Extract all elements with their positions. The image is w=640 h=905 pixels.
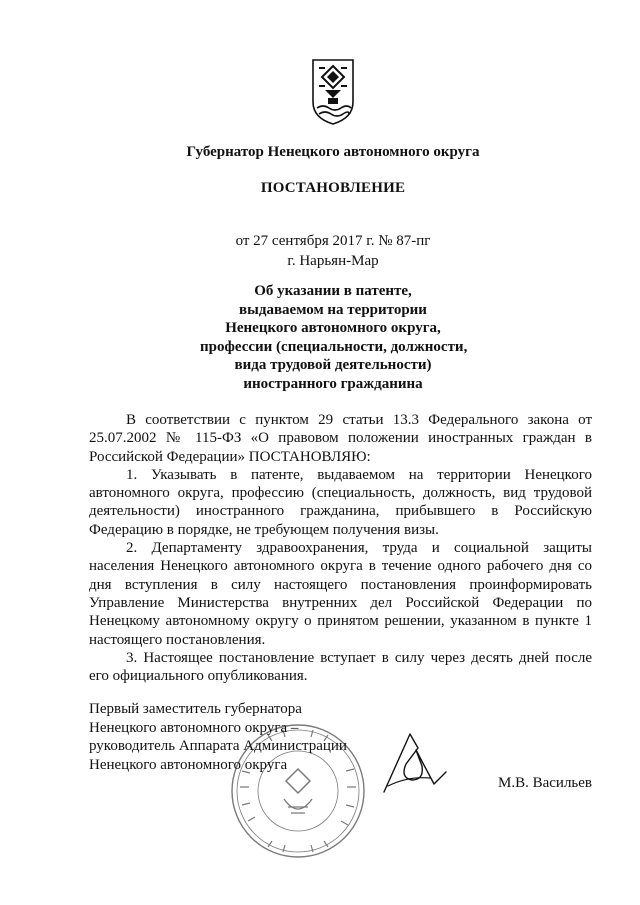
coat-of-arms-emblem — [311, 58, 355, 126]
body-paragraph: В соответствии с пунктом 29 статьи 13.3 Федерального закона от 25.07.2002 № 115-ФЗ «О правовом положении иностранных граждан в Российской Федерации» ПОСТАНОВЛЯЮ: — [89, 412, 592, 465]
document-subject — [200, 282, 466, 393]
signer-name: М.В. Васильев — [498, 775, 593, 791]
signatory-position-line: Первый заместитель губернатора — [89, 701, 302, 717]
subject-line: Ненецкого автономного округа, — [225, 320, 441, 336]
handwritten-signature — [378, 728, 452, 798]
subject-line: Об указании в патенте, — [254, 283, 412, 299]
document-type-heading: ПОСТАНОВЛЕНИЕ — [260, 180, 406, 196]
organization-title: Губернатор Ненецкого автономного округа — [186, 144, 480, 160]
subject-line: иностранного гражданина — [243, 375, 423, 392]
body-paragraph: 1. Указывать в патенте, выдаваемом на территории Ненецкого автономного округа, профессию (специальность, должность, вид трудовой деятельности) иностранного гражданина, прибывшего в Российскую Федерацию в порядке, не требующем получения визы. — [89, 466, 592, 538]
date-and-number: от 27 сентября 2017 г. № 87-пг — [235, 233, 431, 249]
body-paragraph: 3. Настоящее постановление вступает в силу через десять дней после его официального опубликования. — [89, 649, 592, 685]
city-line: г. Нарьян-Мар — [287, 253, 379, 269]
signatory-position — [89, 700, 347, 774]
signatory-position-line: руководитель Аппарата Администрации — [89, 738, 347, 754]
body-paragraph: 2. Департаменту здравоохранения, труда и социальной защиты населения Ненецкого автономного округа в течение одного рабочего дня со дня вступления в силу настоящего постановления проинформировать Управление Министерства внутренних дел Российской Федерации по Ненецкому автономному округу о принятом решении, указанном в пункте 1 настоящего постановления. — [89, 540, 592, 648]
subject-line: выдаваемом на территории — [239, 301, 427, 318]
document-body — [89, 411, 592, 685]
signatory-position-line: Ненецкого автономного округа — [89, 756, 288, 773]
subject-line: вида трудовой деятельности) — [234, 357, 432, 373]
subject-line: профессии (специальности, должности, — [200, 338, 468, 355]
signatory-position-line: Ненецкого автономного округа – — [89, 719, 299, 736]
